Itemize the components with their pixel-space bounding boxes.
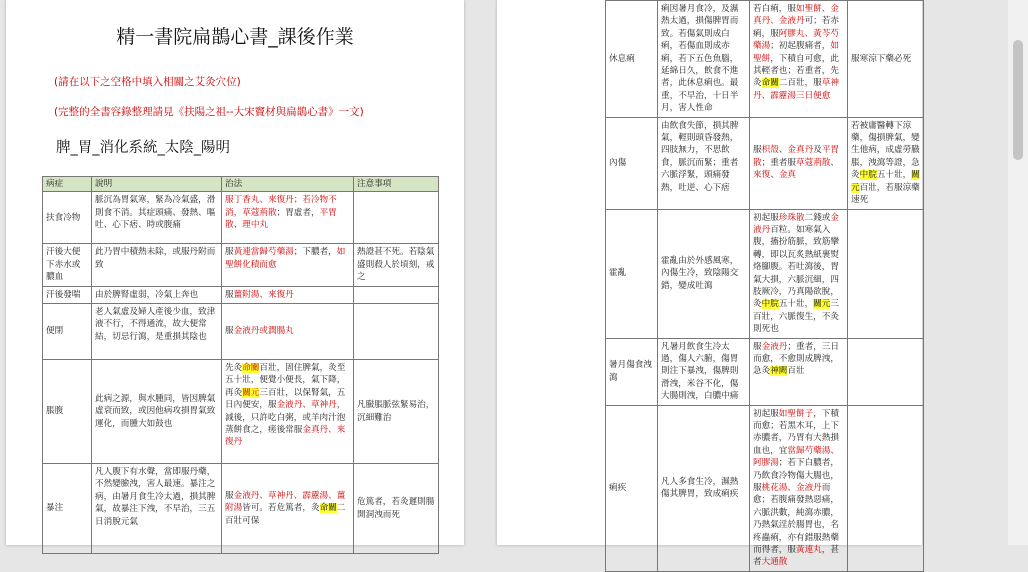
table-row bbox=[606, 405, 924, 571]
notes-cell bbox=[848, 338, 924, 405]
treatment-cell bbox=[750, 1, 848, 118]
treatment-text: 二百壯，服 bbox=[778, 78, 822, 89]
treatment-text: ；初起腹痛者， bbox=[770, 41, 831, 52]
table-row bbox=[606, 209, 924, 338]
treatment-cell bbox=[222, 286, 354, 303]
treatment-cell bbox=[222, 304, 354, 360]
treatment-text: 、 bbox=[778, 145, 788, 156]
remedy-text: 金真 bbox=[778, 170, 797, 181]
acupoint-highlight: 關元 bbox=[851, 170, 920, 193]
treatment-text: 二百壯可保 bbox=[225, 503, 346, 526]
notes-cell: 服寒涼下藥必死 bbox=[848, 1, 924, 118]
treatment-text: 皆可。若危篤者，灸 bbox=[242, 503, 320, 514]
treatment-text: 服 bbox=[225, 326, 234, 337]
treatment-text: ；胃虛者， bbox=[276, 207, 320, 218]
treatment-text: 服 bbox=[225, 289, 234, 300]
remedy-text: 平胃散 bbox=[225, 207, 337, 231]
acupoint-highlight: 中脘 bbox=[859, 170, 877, 181]
instruction-note: (請在以下之空格中填入相關之艾灸穴位) bbox=[54, 76, 241, 88]
acupoint-highlight: 命關 bbox=[242, 363, 260, 374]
remedy-text: 大通散 bbox=[761, 557, 788, 568]
remedy-text: 草蔻荊散 bbox=[242, 207, 277, 218]
acupoint-highlight: 中脘 bbox=[761, 299, 779, 310]
remedy-text: 來復 bbox=[753, 170, 771, 181]
table-row bbox=[606, 1, 924, 118]
vertical-scrollbar[interactable] bbox=[1008, 0, 1028, 545]
acupoint-highlight: 關元 bbox=[242, 387, 260, 398]
treatment-text: 三百壯，以保腎氣，五日內便安，服 bbox=[225, 387, 346, 411]
table-row bbox=[43, 192, 439, 244]
treatment-text: 服 bbox=[225, 490, 234, 501]
remedy-text: 枳殼 bbox=[761, 145, 779, 156]
header-treatment: 治法 bbox=[222, 177, 354, 192]
note-text: 百壯，若服涼藥速死 bbox=[851, 182, 920, 206]
symptom-description: 凡暑月飲食生冷太過，傷人六腑，傷胃則注下暴洩，傷脾則滑洩，米谷不化，傷大腸則洩，白膿中痛 bbox=[658, 338, 750, 405]
treatment-text: ；下膿者， bbox=[293, 247, 337, 258]
notes-cell: 危篤者，若灸遲則腸開洞洩而死 bbox=[354, 464, 439, 554]
treatment-text: 五十壯， bbox=[778, 299, 814, 310]
remedy-text: 草神丹、霹靂湯三日便愈 bbox=[753, 78, 839, 101]
document-page-1 bbox=[6, 0, 464, 545]
remedy-text: 桃花湯、金液丹 bbox=[761, 483, 822, 494]
remedy-text: 黃連丸 bbox=[795, 545, 822, 556]
notes-cell: 凡臌脹脈弦緊易治，沉細難治 bbox=[354, 360, 439, 464]
header-explanation: 說明 bbox=[92, 177, 222, 192]
remedy-text: 如聖餅 bbox=[753, 41, 839, 64]
treatment-text: ；重者服 bbox=[761, 157, 796, 168]
symptom-name: 汗後大便下赤水或膿血 bbox=[43, 244, 92, 286]
remedy-text: 草蔻荊散 bbox=[796, 157, 831, 168]
symptom-table-1 bbox=[42, 176, 439, 554]
symptom-name: 脹腹 bbox=[43, 360, 92, 464]
symptom-description: 痢因暑月食冷，及濕熱太過，損傷脾胃而致。若傷氣則成白痢，若傷血則成赤痢，若下五色魚腦，延綿日久，飲食不進者，此休息痢也。最重，不早治，十日半月，害人性命 bbox=[658, 1, 750, 118]
table-row bbox=[43, 304, 439, 360]
treatment-text: ，減後，只許吃白粥，或羊肉汁泡蒸餅食之，瘥後常服 bbox=[225, 400, 346, 436]
notes-cell bbox=[354, 286, 439, 303]
symptom-name: 霍亂 bbox=[606, 209, 658, 338]
scrollbar-thumb[interactable] bbox=[1013, 40, 1023, 160]
remedy-text: 當歸芍藥湯、阿膠湯 bbox=[753, 445, 839, 469]
remedy-text: 黃連當歸芍藥湯 bbox=[233, 247, 294, 258]
symptom-description: 此病之源，與水腫同，皆因脾氣虛衰而致，或因他病攻損胃氣致運化，而腫大如鼓也 bbox=[92, 360, 222, 464]
header-symptom: 病症 bbox=[43, 177, 92, 192]
remedy-text: 金真丹、來復丹 bbox=[225, 425, 346, 448]
notes-cell bbox=[354, 304, 439, 360]
treatment-text: 百壯，固住脾氣，灸至五十壯，便覺小便長，氣下降，再灸 bbox=[225, 363, 346, 398]
symptom-description: 由飲食失節，損其脾氣，輕則頭昏發熱，四肢無力，不思飲食，脈沉而緊；重者六脈浮緊，頭痛發熱，吐逆、心下痞 bbox=[658, 117, 750, 209]
treatment-text: 百壯 bbox=[787, 366, 805, 377]
notes-cell: 熱證甚不死。若陰氣盛則殺人於頃刻，戒之 bbox=[354, 244, 439, 286]
remedy-text: 如聖餅子 bbox=[778, 408, 814, 419]
symptom-name: 汗後發喘 bbox=[43, 286, 92, 303]
table-row bbox=[606, 117, 924, 209]
treatment-cell bbox=[750, 405, 848, 571]
treatment-text: 百粒。如寒氣入腹，搐扮筋脈，致筋攣轉，即以瓦炙熱紙裹熨烙腳腹。若吐瀉後，胃氣大損，六脈沉細，四肢厥冷，乃真陽欲脫，灸 bbox=[753, 224, 839, 310]
table-row bbox=[43, 360, 439, 464]
reference-note: (完整的全書容錄整理請見《扶陽之祖--大宋竇材與扁鵲心書》一文) bbox=[54, 106, 364, 118]
treatment-text: 先灸 bbox=[225, 363, 243, 374]
symptom-name: 內傷 bbox=[606, 117, 658, 209]
treatment-text: 服 bbox=[753, 341, 762, 352]
symptom-description: 凡人腹下有水聲，當即服丹藥，不然變臉洩，害人最速。暴注之病，由暑月食生冷太過，損其脾氣，故暴注下洩，不早治，三五日消脫元氣 bbox=[92, 464, 222, 554]
remedy-text: 金液丹、草神丹 bbox=[276, 400, 337, 411]
treatment-text: ，甚者 bbox=[753, 545, 839, 568]
table-header-row bbox=[43, 177, 439, 192]
acupoint-highlight: 神闕 bbox=[770, 366, 788, 377]
notes-cell bbox=[848, 117, 924, 209]
remedy-text: 服丁香丸、來復丹；若冷物不消， bbox=[225, 195, 337, 218]
symptom-table-2 bbox=[605, 0, 924, 572]
document-page-2 bbox=[497, 0, 922, 568]
remedy-text: 金液丹或潤腸丸 bbox=[233, 326, 294, 337]
treatment-cell bbox=[222, 464, 354, 554]
symptom-description: 老人氣虛及婦人產後少血，致津液不行，不得通流，故大便常結，切忌行瀉，是重損其陰也 bbox=[92, 304, 222, 360]
header-notes: 注意事項 bbox=[354, 177, 439, 192]
treatment-text: 服 bbox=[753, 145, 762, 156]
symptom-description: 由於脾腎虛弱，冷氣上奔也 bbox=[92, 286, 222, 303]
note-text: 五十壯， bbox=[876, 170, 912, 181]
remedy-text: 金真丹 bbox=[787, 145, 814, 156]
table-row bbox=[43, 286, 439, 303]
acupoint-highlight: 關元 bbox=[813, 299, 831, 310]
remedy-text: 珍珠散 bbox=[778, 212, 805, 223]
treatment-cell bbox=[750, 209, 848, 338]
symptom-name: 便閉 bbox=[43, 304, 92, 360]
treatment-cell bbox=[222, 360, 354, 464]
treatment-text: 初起服 bbox=[753, 408, 779, 419]
remedy-text: 平胃散 bbox=[753, 145, 840, 168]
table-row bbox=[606, 338, 924, 405]
remedy-text: 理中丸 bbox=[242, 220, 269, 231]
note-text: 若被庸醫轉下涼藥，傷損脾氣，變生他病，成虛勞臌脹，洩瀉等證，急灸 bbox=[851, 120, 920, 181]
symptom-name: 暴注 bbox=[43, 464, 92, 554]
treatment-text: 若白痢，服 bbox=[753, 4, 796, 14]
symptom-name: 休息痢 bbox=[606, 1, 658, 118]
section-heading: 脾_胃_消化系統_太陰_陽明 bbox=[56, 140, 230, 156]
treatment-text: 服 bbox=[225, 247, 234, 258]
notes-cell bbox=[354, 192, 439, 244]
treatment-cell bbox=[750, 338, 848, 405]
document-title: 精一書院扁鵲心書_課後作業 bbox=[116, 26, 354, 48]
treatment-text: ，下積自可愈，此其輕者也；若重者，先灸 bbox=[753, 53, 839, 89]
table-row bbox=[43, 244, 439, 286]
remedy-text: 阿膠丸、黃芩芍藥湯 bbox=[753, 28, 839, 52]
remedy-text: 金液丹 bbox=[753, 212, 839, 235]
remedy-text: 薑附湯、來復丹 bbox=[233, 289, 294, 300]
treatment-text: ；重者，三日而愈，不愈則成脾洩，急灸 bbox=[753, 341, 839, 377]
treatment-cell bbox=[222, 192, 354, 244]
treatment-cell bbox=[750, 117, 848, 209]
symptom-description: 霍亂由於外感風寒，內傷生冷，致陰陽交錯，變成吐瀉 bbox=[658, 209, 750, 338]
symptom-description: 凡人多食生冷，濕熱傷其脾胃，致成痢疾 bbox=[658, 405, 750, 571]
treatment-text: ，下積而愈；若黑木耳，上下赤膿者，乃胃有大熱損血也，宜 bbox=[753, 408, 839, 456]
treatment-text: 、 bbox=[830, 157, 839, 168]
treatment-text: 及 bbox=[813, 145, 822, 156]
treatment-cell bbox=[222, 244, 354, 286]
notes-cell bbox=[848, 209, 924, 338]
acupoint-highlight: 命關 bbox=[319, 503, 337, 514]
remedy-text: 金液丹 bbox=[761, 341, 788, 352]
treatment-text: ；若下白膿者，乃飲食冷物傷大腸也，服 bbox=[753, 458, 839, 494]
treatment-text: 、 bbox=[770, 170, 779, 181]
symptom-name: 暑月傷食洩瀉 bbox=[606, 338, 658, 405]
remedy-text: 如聖餅化積而愈 bbox=[225, 247, 346, 270]
notes-cell bbox=[848, 405, 924, 571]
treatment-text: 初起服 bbox=[753, 212, 779, 223]
acupoint-highlight: 命關 bbox=[761, 78, 779, 89]
symptom-description: 此乃胃中積熱未除，或服丹附而致 bbox=[92, 244, 222, 286]
treatment-text: 而愈；若腹痛發熱惡痛，六脈洪數，純瀉赤膿，乃熱氣淫於腸胃也，名疼蟲痢，亦有錯服熱藥而得者，服 bbox=[753, 483, 839, 556]
treatment-text: 二錢或 bbox=[804, 212, 831, 223]
symptom-description: 脈沉為胃氣寒，緊為冷氣盛，滑則食不消。其症頭痛、發熱、嘔吐、心下痞、時或腹痛 bbox=[92, 192, 222, 244]
treatment-text: 、 bbox=[233, 220, 243, 231]
remedy-text: 金液丹、草神丹、霹靂湯、薑附湯 bbox=[225, 490, 346, 514]
treatment-text: 可；若赤痢，服 bbox=[753, 16, 839, 39]
remedy-text: 如聖餅、金真丹、金液丹 bbox=[753, 4, 839, 27]
treatment-text: 三百壯，六脈復生，不灸則死也 bbox=[753, 299, 840, 335]
symptom-name: 痢疾 bbox=[606, 405, 658, 571]
table-row bbox=[43, 464, 439, 554]
symptom-name: 扶食冷物 bbox=[43, 192, 92, 244]
